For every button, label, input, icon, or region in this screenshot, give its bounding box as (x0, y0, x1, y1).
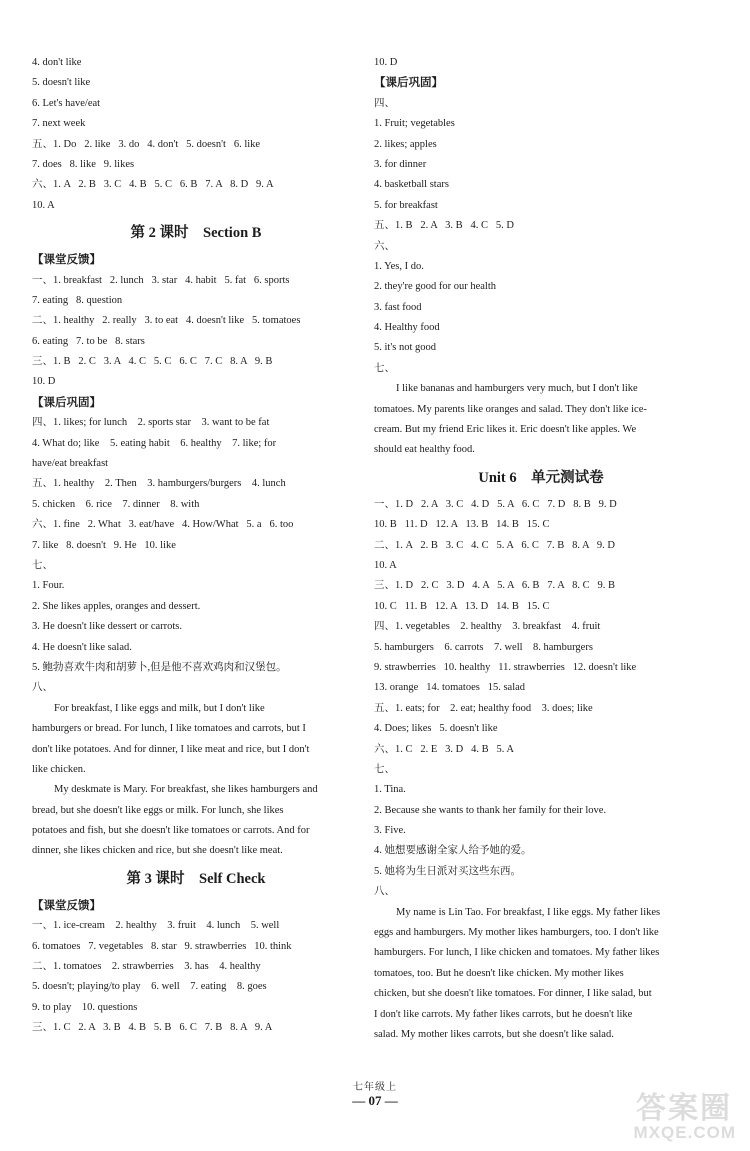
left-column (32, 53, 360, 1039)
answer-line: 四、1. likes; for lunch 2. sports star 3. want to be fat (32, 417, 270, 429)
section-heading: 第 3 课时 Self Check (126, 870, 266, 887)
answer-line: 4. don't like (32, 57, 82, 68)
answer-line: 1. Tina. (374, 784, 406, 796)
answer-line: 4. Healthy food (374, 322, 440, 334)
answer-line: 6. eating 7. to be 8. stars (32, 335, 145, 347)
answer-line: 10. A (374, 559, 397, 571)
answer-line: tomatoes. My parents like oranges and salad. They don't like ice- (374, 403, 647, 415)
answer-line: 5. doesn't like (32, 77, 91, 89)
answer-line: 六、 (374, 240, 395, 252)
answer-line: 9. to play 10. questions (32, 1001, 138, 1013)
answer-line: 一、1. D 2. A 3. C 4. D 5. A 6. C 7. D 8. B 9. D (374, 498, 617, 510)
answer-line: 六、1. fine 2. What 3. eat/have 4. How/What 5. a 6. too (32, 519, 294, 531)
section-heading: Unit 6 单元测试卷 (478, 469, 604, 486)
answer-line: 5. it's not good (374, 342, 436, 354)
answer-line: 二、1. A 2. B 3. C 4. C 5. A 6. C 7. B 8. A 9. D (374, 539, 615, 551)
answer-line: 7. eating 8. question (32, 294, 123, 306)
answer-line: like chicken. (32, 763, 86, 775)
answer-line: dinner, she likes chicken and rice, but she doesn't like meat. (32, 845, 283, 857)
answer-line: 五、1. Do 2. like 3. do 4. don't 5. doesn't 6. like (32, 138, 261, 150)
answer-line: cream. But my friend Eric likes it. Eric doesn't like apples. We (374, 424, 637, 436)
answer-line: chicken, but she doesn't like tomatoes. For dinner, I like salad, but (374, 988, 652, 1000)
paragraph-line: My name is Lin Tao. For breakfast, I like eggs. My father likes (396, 906, 661, 918)
answer-line: 三、1. B 2. C 3. A 4. C 5. C 6. C 7. C 8. A 9. B (32, 356, 273, 368)
answer-line: 3. Five. (374, 825, 406, 837)
paragraph-line: For breakfast, I like eggs and milk, but I don't like (54, 702, 265, 714)
section-label: 【课堂反馈】 (32, 899, 101, 912)
answer-line: 七、 (32, 559, 53, 571)
answer-line: 3. for dinner (374, 158, 427, 170)
answer-line: 4. He doesn't like salad. (32, 641, 132, 653)
answer-line: potatoes and fish, but she doesn't like tomatoes or carrots. And for (32, 825, 310, 837)
answer-line: 1. Fruit; vegetables (374, 118, 455, 130)
answer-line: 7. like 8. doesn't 9. He 10. like (32, 539, 176, 551)
answer-line: salad. My mother likes carrots, but she doesn't like salad. (374, 1028, 614, 1040)
answer-line: 6. Let's have/eat (32, 97, 101, 109)
answer-line: 2. Because she wants to thank her family for their love. (374, 804, 607, 816)
page-number: — 07 — (352, 1093, 398, 1108)
answer-line: 四、1. vegetables 2. healthy 3. breakfast 4. fruit (374, 621, 601, 633)
answer-line: 10. C 11. B 12. A 13. D 14. B 15. C (374, 600, 550, 612)
answer-line: 5. for breakfast (374, 199, 438, 211)
answer-line: 10. D (32, 376, 56, 388)
answer-line: 5. hamburgers 6. carrots 7. well 8. hamburgers (374, 641, 593, 653)
answer-line: eggs and hamburgers. My mother likes hamburgers, too. I don't like (374, 927, 659, 939)
answer-line: 9. strawberries 10. healthy 11. strawberries 12. doesn't like (374, 661, 637, 673)
answer-line: 2. likes; apples (374, 138, 437, 150)
answer-line: 六、1. A 2. B 3. C 4. B 5. C 6. B 7. A 8. D 9. A (32, 179, 274, 191)
answer-line: 七、 (374, 763, 395, 775)
answer-line: 3. fast food (374, 301, 422, 313)
answer-line: should eat healthy food. (374, 444, 475, 456)
answer-line: 五、1. eats; for 2. eat; healthy food 3. does; like (374, 702, 593, 714)
answer-line: 二、1. tomatoes 2. strawberries 3. has 4. healthy (32, 961, 261, 973)
answer-line: 4. 她想要感谢全家人给予她的爱。 (374, 845, 532, 857)
section-label: 【课后巩固】 (374, 77, 443, 90)
answer-line: tomatoes, too. But he doesn't like chicken. My mother likes (374, 967, 624, 979)
answer-line: bread, but she doesn't like eggs or milk. For lunch, she likes (32, 804, 284, 816)
answer-line: don't like potatoes. And for dinner, I like meat and rice, but I don't (32, 743, 310, 755)
answer-line: 10. B 11. D 12. A 13. B 14. B 15. C (374, 519, 550, 531)
answer-line: 二、1. healthy 2. really 3. to eat 4. doesn't like 5. tomatoes (32, 315, 301, 327)
answer-line: 6. tomatoes 7. vegetables 8. star 9. strawberries 10. think (32, 940, 292, 952)
answer-line: 5. chicken 6. rice 7. dinner 8. with (32, 498, 200, 510)
answer-line: 七、 (374, 362, 395, 374)
answer-line: 5. 鲍勃喜欢牛肉和胡萝卜,但是他不喜欢鸡肉和汉堡包。 (32, 661, 287, 673)
answer-line: 5. 她将为生日派对买这些东西。 (374, 865, 521, 877)
answer-line: 4. basketball stars (374, 179, 449, 191)
answer-line: 一、1. ice-cream 2. healthy 3. fruit 4. lunch 5. well (32, 920, 280, 932)
answer-line: 三、1. C 2. A 3. B 4. B 5. B 6. C 7. B 8. A 9. A (32, 1022, 273, 1034)
answer-line: 7. next week (32, 118, 86, 130)
answer-line: 4. Does; likes 5. doesn't like (374, 723, 498, 735)
answer-line: 八、 (374, 886, 395, 898)
answer-line: 5. doesn't; playing/to play 6. well 7. eating 8. goes (32, 981, 267, 993)
answer-line: 3. He doesn't like dessert or carrots. (32, 621, 183, 633)
grade-label: 七年级上 (353, 1082, 397, 1093)
answer-line: hamburgers. For lunch, I like chicken and tomatoes. My father likes (374, 947, 660, 959)
section-label: 【课后巩固】 (32, 396, 101, 409)
watermark (588, 1083, 738, 1145)
paragraph-line: My deskmate is Mary. For breakfast, she likes hamburgers and (54, 784, 318, 796)
answer-line: 六、1. C 2. E 3. D 4. B 5. A (374, 743, 515, 755)
answer-line: 4. What do; like 5. eating habit 6. healthy 7. like; for (32, 437, 277, 449)
right-column (374, 53, 708, 1045)
answer-line: 五、1. B 2. A 3. B 4. C 5. D (374, 220, 515, 232)
answer-line: 1. Yes, I do. (374, 260, 424, 272)
answer-line: 五、1. healthy 2. Then 3. hamburgers/burgers 4. lunch (32, 478, 286, 490)
answer-line: 13. orange 14. tomatoes 15. salad (374, 682, 526, 694)
answer-line: 10. D (374, 57, 398, 68)
paragraph-line: I like bananas and hamburgers very much, but I don't like (396, 383, 638, 395)
answer-line: 2. they're good for our health (374, 281, 497, 293)
watermark-text: MXQE.COM (633, 1123, 736, 1142)
watermark-logo: 答案圈 (636, 1091, 732, 1126)
answer-line: 1. Four. (32, 580, 65, 592)
answer-line: 10. A (32, 199, 55, 211)
section-label: 【课堂反馈】 (32, 254, 101, 267)
answer-line: hamburgers or bread. For lunch, I like tomatoes and carrots, but I (32, 723, 306, 735)
answer-line: 一、1. breakfast 2. lunch 3. star 4. habit 5. fat 6. sports (32, 274, 290, 286)
answer-line: 2. She likes apples, oranges and dessert. (32, 600, 201, 612)
answer-line: have/eat breakfast (32, 458, 109, 470)
answer-line: 八、 (32, 682, 53, 694)
answer-line: I don't like carrots. My father likes carrots, but he doesn't like (374, 1008, 633, 1020)
answer-line: 三、1. D 2. C 3. D 4. A 5. A 6. B 7. A 8. C 9. B (374, 580, 615, 592)
answer-line: 7. does 8. like 9. likes (32, 158, 135, 170)
section-heading: 第 2 课时 Section B (130, 225, 262, 242)
answer-line: 四、 (374, 97, 395, 109)
